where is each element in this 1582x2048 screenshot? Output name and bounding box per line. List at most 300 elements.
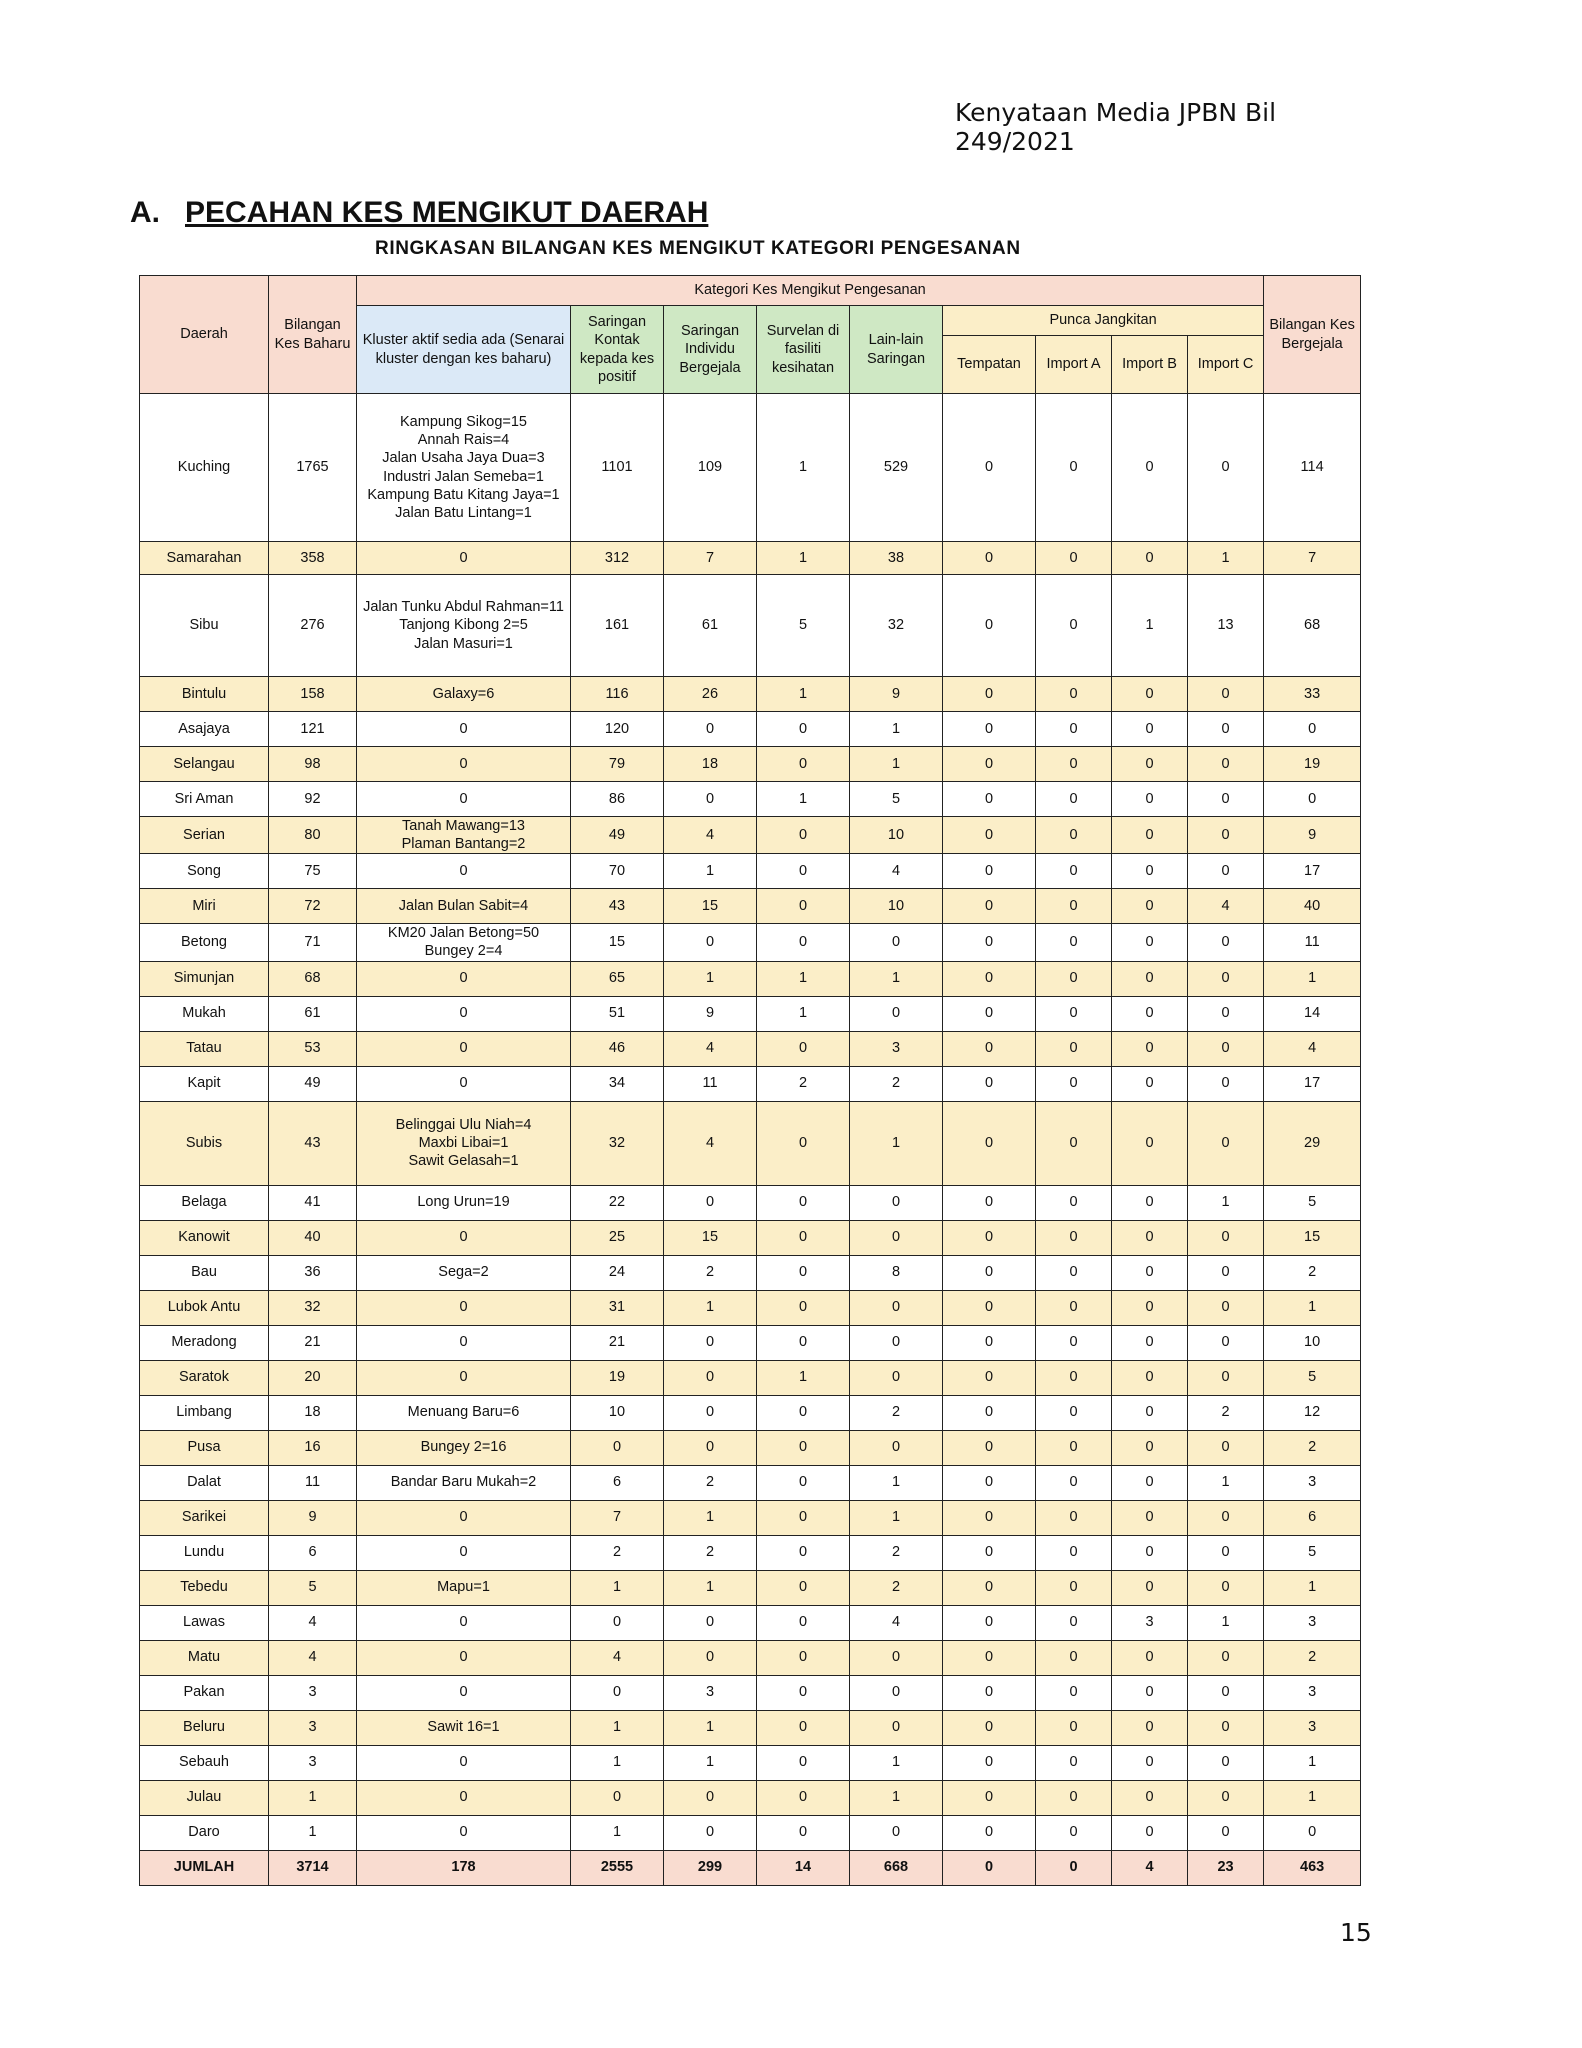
cell-kluster: Sega=2 [357,1255,571,1290]
cell-bergejala: 4 [1264,1031,1361,1066]
cell-import-b: 3 [1112,1605,1188,1640]
cell-survelan: 0 [757,1675,850,1710]
total-cell-tempatan: 0 [943,1850,1036,1885]
cell-kluster: 0 [357,782,571,817]
cell-import-a: 0 [1036,542,1112,575]
cell-kontak: 1101 [571,394,664,542]
cell-individu: 7 [664,542,757,575]
cell-survelan: 0 [757,1325,850,1360]
cell-kontak: 65 [571,961,664,996]
cell-individu: 1 [664,961,757,996]
cell-tempatan: 0 [943,1745,1036,1780]
cell-import-a: 0 [1036,575,1112,677]
cell-import-a: 0 [1036,1535,1112,1570]
cell-tempatan: 0 [943,1290,1036,1325]
cell-bergejala: 3 [1264,1605,1361,1640]
cell-daerah: Miri [140,889,269,924]
cell-baharu: 72 [269,889,357,924]
cell-tempatan: 0 [943,1101,1036,1185]
cell-kontak: 6 [571,1465,664,1500]
cell-kontak: 49 [571,817,664,854]
cell-tempatan: 0 [943,542,1036,575]
cell-import-c: 0 [1188,1815,1264,1850]
cell-individu: 4 [664,817,757,854]
cell-tempatan: 0 [943,1031,1036,1066]
cell-tempatan: 0 [943,1395,1036,1430]
cell-lain-lain: 1 [850,1500,943,1535]
cell-daerah: Dalat [140,1465,269,1500]
cell-lain-lain: 1 [850,712,943,747]
cell-kontak: 0 [571,1430,664,1465]
cell-individu: 1 [664,1290,757,1325]
cell-lain-lain: 0 [850,1325,943,1360]
cell-lain-lain: 2 [850,1395,943,1430]
cell-import-a: 0 [1036,1325,1112,1360]
section-title: PECAHAN KES MENGIKUT DAERAH [185,196,709,229]
cell-kluster: 0 [357,1780,571,1815]
cell-import-c: 0 [1188,394,1264,542]
cell-baharu: 21 [269,1325,357,1360]
cell-lain-lain: 1 [850,1465,943,1500]
cell-kluster: 0 [357,542,571,575]
cell-import-a: 0 [1036,747,1112,782]
cell-bergejala: 29 [1264,1101,1361,1185]
cell-import-c: 1 [1188,1465,1264,1500]
cell-import-c: 0 [1188,747,1264,782]
cell-import-b: 0 [1112,1815,1188,1850]
cell-daerah: Sibu [140,575,269,677]
header-bilangan-kes-bergejala: Bilangan Kes Bergejala [1264,276,1361,394]
cell-survelan: 0 [757,924,850,961]
cell-lain-lain: 1 [850,961,943,996]
cell-bergejala: 5 [1264,1360,1361,1395]
cell-baharu: 36 [269,1255,357,1290]
cell-bergejala: 5 [1264,1535,1361,1570]
header-saringan-kontak: Saringan Kontak kepada kes positif [571,306,664,394]
total-cell-import-c: 23 [1188,1850,1264,1885]
cell-bergejala: 1 [1264,1745,1361,1780]
cell-import-b: 0 [1112,1500,1188,1535]
cell-survelan: 0 [757,1640,850,1675]
header-import-a: Import A [1036,336,1112,394]
cell-tempatan: 0 [943,924,1036,961]
header-kluster: Kluster aktif sedia ada (Senarai kluster dengan kes baharu) [357,306,571,394]
cell-lain-lain: 38 [850,542,943,575]
cell-lain-lain: 1 [850,747,943,782]
cell-baharu: 40 [269,1220,357,1255]
table-row [140,1360,1361,1395]
table-row [140,924,1361,961]
cell-baharu: 11 [269,1465,357,1500]
cell-baharu: 121 [269,712,357,747]
cell-daerah: Lawas [140,1605,269,1640]
cell-daerah: Belaga [140,1185,269,1220]
cell-import-b: 0 [1112,1745,1188,1780]
cell-import-c: 0 [1188,782,1264,817]
cell-kluster: 0 [357,1675,571,1710]
cell-tempatan: 0 [943,1220,1036,1255]
cell-lain-lain: 0 [850,1675,943,1710]
cell-import-b: 0 [1112,1780,1188,1815]
cell-individu: 109 [664,394,757,542]
cell-import-a: 0 [1036,1605,1112,1640]
cell-import-b: 0 [1112,1220,1188,1255]
cell-daerah: Samarahan [140,542,269,575]
table-row [140,747,1361,782]
cell-import-a: 0 [1036,924,1112,961]
table-body [140,394,1361,1886]
cell-import-c: 0 [1188,996,1264,1031]
cell-bergejala: 3 [1264,1710,1361,1745]
cell-baharu: 1 [269,1815,357,1850]
cell-import-b: 0 [1112,889,1188,924]
cell-kluster: 0 [357,1360,571,1395]
cases-by-district-table [139,275,1361,1886]
cell-individu: 1 [664,1500,757,1535]
cell-daerah: Meradong [140,1325,269,1360]
table-row [140,1605,1361,1640]
cell-tempatan: 0 [943,961,1036,996]
cell-import-c: 0 [1188,1675,1264,1710]
cell-tempatan: 0 [943,677,1036,712]
cell-kluster: Jalan Tunku Abdul Rahman=11 Tanjong Kibong 2=5 Jalan Masuri=1 [357,575,571,677]
cell-lain-lain: 2 [850,1570,943,1605]
cell-survelan: 1 [757,677,850,712]
cell-bergejala: 15 [1264,1220,1361,1255]
cell-import-a: 0 [1036,1395,1112,1430]
cell-lain-lain: 0 [850,1290,943,1325]
table-row [140,1815,1361,1850]
cell-baharu: 80 [269,817,357,854]
cell-import-a: 0 [1036,1360,1112,1395]
cell-kontak: 1 [571,1745,664,1780]
cell-import-b: 0 [1112,961,1188,996]
cell-import-a: 0 [1036,961,1112,996]
cell-survelan: 5 [757,575,850,677]
total-cell-baharu: 3714 [269,1850,357,1885]
cell-daerah: Bintulu [140,677,269,712]
table-row [140,1066,1361,1101]
header-lain-lain: Lain-lain Saringan [850,306,943,394]
header-daerah: Daerah [140,276,269,394]
cell-daerah: Kapit [140,1066,269,1101]
cell-lain-lain: 0 [850,1430,943,1465]
cell-baharu: 9 [269,1500,357,1535]
cell-import-c: 0 [1188,854,1264,889]
cell-bergejala: 0 [1264,782,1361,817]
cell-lain-lain: 0 [850,1220,943,1255]
table-row [140,1255,1361,1290]
cell-import-c: 4 [1188,889,1264,924]
cell-baharu: 5 [269,1570,357,1605]
cell-daerah: Julau [140,1780,269,1815]
cell-import-b: 1 [1112,575,1188,677]
cell-kluster: KM20 Jalan Betong=50 Bungey 2=4 [357,924,571,961]
cell-import-a: 0 [1036,1640,1112,1675]
cell-tempatan: 0 [943,1360,1036,1395]
cell-lain-lain: 0 [850,1185,943,1220]
table-row [140,1675,1361,1710]
cell-tempatan: 0 [943,1640,1036,1675]
cell-baharu: 3 [269,1710,357,1745]
cell-kontak: 10 [571,1395,664,1430]
cell-import-a: 0 [1036,1815,1112,1850]
table-row [140,677,1361,712]
cell-individu: 15 [664,1220,757,1255]
cell-baharu: 3 [269,1675,357,1710]
cell-import-b: 0 [1112,1710,1188,1745]
cell-bergejala: 3 [1264,1675,1361,1710]
cell-kluster: Sawit 16=1 [357,1710,571,1745]
cell-lain-lain: 2 [850,1066,943,1101]
cell-kluster: Galaxy=6 [357,677,571,712]
cell-import-c: 0 [1188,1780,1264,1815]
cell-import-c: 0 [1188,1430,1264,1465]
cell-daerah: Limbang [140,1395,269,1430]
cell-import-b: 0 [1112,712,1188,747]
cell-kluster: Bandar Baru Mukah=2 [357,1465,571,1500]
cell-individu: 0 [664,782,757,817]
cell-daerah: Lubok Antu [140,1290,269,1325]
cell-daerah: Simunjan [140,961,269,996]
table-row [140,575,1361,677]
cell-baharu: 18 [269,1395,357,1430]
cell-import-c: 0 [1188,1360,1264,1395]
table-row [140,1031,1361,1066]
cell-individu: 18 [664,747,757,782]
cell-bergejala: 114 [1264,394,1361,542]
cell-bergejala: 40 [1264,889,1361,924]
cell-import-b: 0 [1112,394,1188,542]
cell-baharu: 1 [269,1780,357,1815]
cell-bergejala: 17 [1264,854,1361,889]
cell-individu: 0 [664,1640,757,1675]
cell-import-c: 0 [1188,1500,1264,1535]
cell-individu: 9 [664,996,757,1031]
cell-bergejala: 1 [1264,1570,1361,1605]
cell-lain-lain: 32 [850,575,943,677]
cell-tempatan: 0 [943,1066,1036,1101]
cell-daerah: Kuching [140,394,269,542]
cell-tempatan: 0 [943,1675,1036,1710]
table-row [140,1535,1361,1570]
cell-import-b: 0 [1112,542,1188,575]
cell-import-c: 1 [1188,1185,1264,1220]
cell-individu: 0 [664,712,757,747]
table-title: RINGKASAN BILANGAN KES MENGIKUT KATEGORI PENGESANAN [375,238,1021,259]
cell-tempatan: 0 [943,747,1036,782]
cell-import-b: 0 [1112,1675,1188,1710]
cell-tempatan: 0 [943,1465,1036,1500]
cell-baharu: 158 [269,677,357,712]
cell-individu: 11 [664,1066,757,1101]
cell-import-a: 0 [1036,1220,1112,1255]
cell-baharu: 276 [269,575,357,677]
cell-lain-lain: 5 [850,782,943,817]
cell-lain-lain: 2 [850,1535,943,1570]
cell-kontak: 32 [571,1101,664,1185]
cell-lain-lain: 0 [850,924,943,961]
table-row [140,1430,1361,1465]
cell-survelan: 0 [757,1465,850,1500]
cell-daerah: Beluru [140,1710,269,1745]
cell-kontak: 2 [571,1535,664,1570]
cell-daerah: Sarikei [140,1500,269,1535]
cell-tempatan: 0 [943,817,1036,854]
cell-import-b: 0 [1112,1185,1188,1220]
cell-baharu: 4 [269,1640,357,1675]
cell-import-b: 0 [1112,1290,1188,1325]
cell-survelan: 0 [757,1815,850,1850]
cell-kontak: 31 [571,1290,664,1325]
cell-lain-lain: 8 [850,1255,943,1290]
cell-import-c: 0 [1188,1570,1264,1605]
cell-lain-lain: 1 [850,1745,943,1780]
cell-import-c: 0 [1188,1745,1264,1780]
cell-bergejala: 3 [1264,1465,1361,1500]
cell-tempatan: 0 [943,996,1036,1031]
cell-survelan: 0 [757,712,850,747]
cell-tempatan: 0 [943,712,1036,747]
section-letter: A. [130,196,160,229]
cell-daerah: Serian [140,817,269,854]
cell-survelan: 0 [757,1570,850,1605]
cell-daerah: Lundu [140,1535,269,1570]
cell-baharu: 71 [269,924,357,961]
cell-survelan: 0 [757,1745,850,1780]
table-row [140,889,1361,924]
section-heading [130,196,708,230]
cell-import-b: 0 [1112,1395,1188,1430]
cell-import-b: 0 [1112,782,1188,817]
cell-individu: 26 [664,677,757,712]
cell-bergejala: 9 [1264,817,1361,854]
cell-kontak: 22 [571,1185,664,1220]
cell-kontak: 79 [571,747,664,782]
table-row [140,1185,1361,1220]
cell-bergejala: 33 [1264,677,1361,712]
cell-tempatan: 0 [943,1710,1036,1745]
cell-import-b: 0 [1112,1031,1188,1066]
cell-bergejala: 2 [1264,1255,1361,1290]
cell-bergejala: 68 [1264,575,1361,677]
cell-bergejala: 6 [1264,1500,1361,1535]
total-cell-import-a: 0 [1036,1850,1112,1885]
document-header: Kenyataan Media JPBN Bil 249/2021 [955,98,1277,156]
table-row [140,1101,1361,1185]
cell-kluster: 0 [357,712,571,747]
total-cell-individu: 299 [664,1850,757,1885]
cell-baharu: 358 [269,542,357,575]
cell-daerah: Pusa [140,1430,269,1465]
cell-kluster: 0 [357,961,571,996]
cell-survelan: 0 [757,817,850,854]
cell-kontak: 25 [571,1220,664,1255]
cell-import-a: 0 [1036,1290,1112,1325]
page-number: 15 [1340,1918,1372,1947]
cell-daerah: Subis [140,1101,269,1185]
cell-daerah: Tebedu [140,1570,269,1605]
cell-survelan: 0 [757,1185,850,1220]
cell-survelan: 0 [757,1430,850,1465]
cell-survelan: 0 [757,854,850,889]
cell-bergejala: 12 [1264,1395,1361,1430]
header-punca-jangkitan: Punca Jangkitan [943,306,1264,336]
cell-import-a: 0 [1036,1185,1112,1220]
cell-bergejala: 7 [1264,542,1361,575]
total-cell-survelan: 14 [757,1850,850,1885]
cell-survelan: 1 [757,394,850,542]
header-survelan: Survelan di fasiliti kesihatan [757,306,850,394]
cell-import-b: 0 [1112,1325,1188,1360]
cell-import-c: 0 [1188,817,1264,854]
cell-kluster: 0 [357,1640,571,1675]
cell-tempatan: 0 [943,1430,1036,1465]
cell-bergejala: 0 [1264,1815,1361,1850]
cell-bergejala: 1 [1264,1290,1361,1325]
cell-lain-lain: 0 [850,996,943,1031]
cell-individu: 1 [664,1710,757,1745]
cell-bergejala: 10 [1264,1325,1361,1360]
cell-import-b: 0 [1112,854,1188,889]
cell-baharu: 32 [269,1290,357,1325]
cell-daerah: Daro [140,1815,269,1850]
cell-individu: 0 [664,1815,757,1850]
cell-survelan: 1 [757,1360,850,1395]
cell-individu: 2 [664,1535,757,1570]
cell-kluster: 0 [357,1535,571,1570]
cell-survelan: 1 [757,961,850,996]
cell-import-c: 0 [1188,1255,1264,1290]
cell-import-a: 0 [1036,817,1112,854]
cell-kontak: 46 [571,1031,664,1066]
cell-tempatan: 0 [943,1325,1036,1360]
cell-import-b: 0 [1112,817,1188,854]
cell-import-c: 0 [1188,961,1264,996]
cell-survelan: 1 [757,996,850,1031]
cell-kontak: 43 [571,889,664,924]
cell-import-c: 0 [1188,1535,1264,1570]
cell-lain-lain: 3 [850,1031,943,1066]
cell-daerah: Mukah [140,996,269,1031]
cell-survelan: 0 [757,1395,850,1430]
cell-import-c: 2 [1188,1395,1264,1430]
cell-baharu: 41 [269,1185,357,1220]
table-row [140,712,1361,747]
total-cell-import-b: 4 [1112,1850,1188,1885]
table-row [140,1640,1361,1675]
cell-kontak: 86 [571,782,664,817]
cell-import-a: 0 [1036,1430,1112,1465]
cell-individu: 0 [664,1360,757,1395]
cell-lain-lain: 4 [850,854,943,889]
cell-kontak: 0 [571,1675,664,1710]
cell-kontak: 0 [571,1780,664,1815]
cell-tempatan: 0 [943,394,1036,542]
cell-kluster: Belinggai Ulu Niah=4 Maxbi Libai=1 Sawit Gelasah=1 [357,1101,571,1185]
cell-individu: 2 [664,1465,757,1500]
cell-import-b: 0 [1112,1360,1188,1395]
cell-survelan: 2 [757,1066,850,1101]
header-tempatan: Tempatan [943,336,1036,394]
cell-individu: 0 [664,1185,757,1220]
cell-kluster: 0 [357,1325,571,1360]
table-row [140,782,1361,817]
cell-import-b: 0 [1112,1430,1188,1465]
cell-kontak: 0 [571,1605,664,1640]
cell-import-c: 0 [1188,1066,1264,1101]
cell-daerah: Kanowit [140,1220,269,1255]
